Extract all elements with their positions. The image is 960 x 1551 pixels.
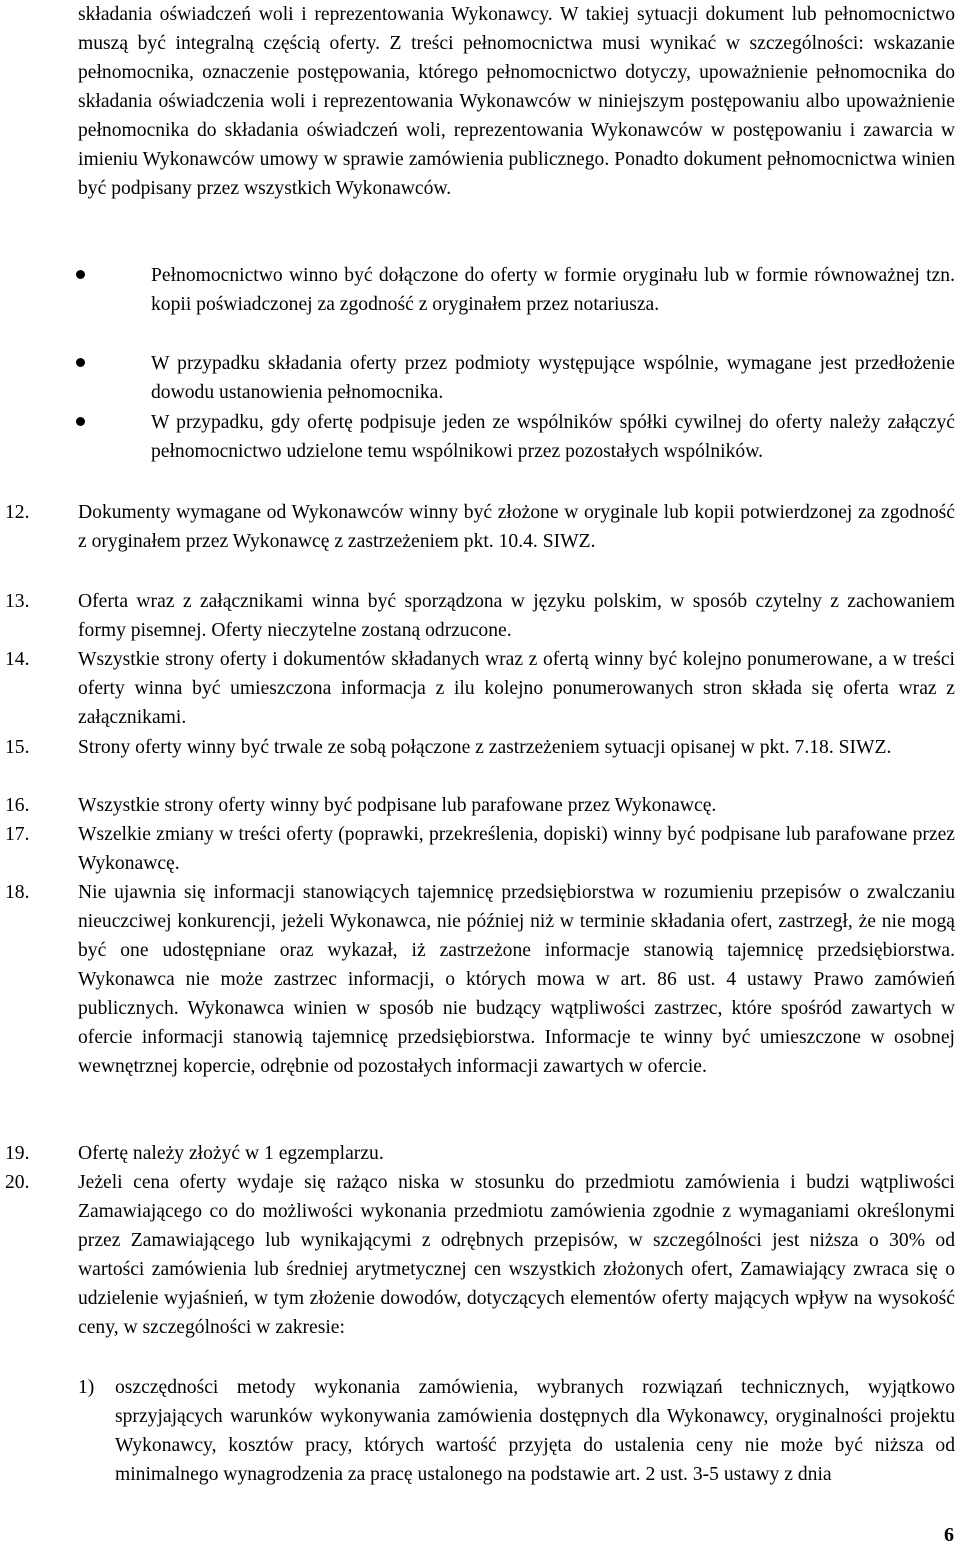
item-text: Jeżeli cena oferty wydaje się rażąco niska w stosunku do przedmiotu zamówienia i budzi wątpliwości Zamawiającego co do możliwości wykonania przedmiotu zamówienia zgodnie z wymaganiami określonymi przez Zamawiającego lub wynikającymi z odrębnych przepisów, w szczególności jest niższa o 30% od wartości zamówienia lub średniej arytmetycznej cen wszystkich złożonych ofert, Zamawiający zwraca się o udzielenie wyjaśnień, w tym złożenie dowodów, dotyczących elementów oferty mających wpływ na wysokość ceny, w szczególności w zakresie: (78, 1172, 955, 1338)
bullet-dot (76, 417, 85, 426)
item-number: 20. (5, 1172, 30, 1193)
bullet-item: W przypadku składania oferty przez podmioty występujące wspólnie, wymagane jest przedłożenie dowodu ustanowienia pełnomocnika. (151, 353, 955, 403)
item-number: 14. (5, 649, 30, 670)
item-number: 16. (5, 795, 30, 816)
item-number: 19. (5, 1143, 30, 1164)
page-number: 6 (944, 1524, 954, 1546)
bullet-item: W przypadku, gdy ofertę podpisuje jeden ze wspólników spółki cywilnej do oferty należy załączyć pełnomocnictwo udzielone temu wspólnikowi przez pozostałych wspólników. (151, 412, 955, 462)
bullet-dot (76, 358, 85, 367)
item-number: 13. (5, 591, 30, 612)
intro-paragraph: składania oświadczeń woli i reprezentowania Wykonawcy. W takiej sytuacji dokument lub pełnomocnictwo muszą być integralną częścią oferty. Z treści pełnomocnictwa musi wynikać w szczególności: wskazanie pełnomocnika, oznaczenie postępowania, którego pełnomocnictwo dotyczy, upoważnienie pełnomocnika do składania oświadczenia woli i reprezentowania Wykonawców w niniejszym postępowaniu albo upoważnienie pełnomocnika do składania oświadczeń woli, reprezentowania Wykonawców w postępowaniu i zawarcia w imieniu Wykonawców umowy w sprawie zamówienia publicznego. Ponadto dokument pełnomocnictwa winien być podpisany przez wszystkich Wykonawców. (78, 4, 955, 199)
bullet-dot (76, 270, 85, 279)
subitem-number: 1) (78, 1377, 95, 1398)
subitem-text: oszczędności metody wykonania zamówienia, wybranych rozwiązań technicznych, wyjątkowo sprzyjających warunków wykonywania zamówienia dostępnych dla Wykonawcy, oryginalności projektu Wykonawcy, kosztów pracy, których wartość przyjęta do ustalenia ceny nie może być niższa od minimalnego wynagrodzenia za pracę ustalonego na podstawie art. 2 ust. 3-5 ustawy z dnia (115, 1377, 955, 1485)
item-text: Wszystkie strony oferty winny być podpisane lub parafowane przez Wykonawcę. (78, 795, 717, 816)
item-number: 15. (5, 737, 30, 758)
item-text: Wszystkie strony oferty i dokumentów składanych wraz z ofertą winny być kolejno ponumerowane, a w treści oferty winna być umieszczona informacja z ilu kolejno ponumerowanych stron składa się oferta wraz z załącznikami. (78, 649, 955, 728)
item-text: Ofertę należy złożyć w 1 egzemplarzu. (78, 1143, 384, 1164)
item-text: Strony oferty winny być trwale ze sobą połączone z zastrzeżeniem sytuacji opisanej w pkt. 7.18. SIWZ. (78, 737, 892, 758)
item-text: Wszelkie zmiany w treści oferty (poprawki, przekreślenia, dopiski) winny być podpisane lub parafowane przez Wykonawcę. (78, 824, 955, 874)
item-number: 18. (5, 882, 30, 903)
bullet-item: Pełnomocnictwo winno być dołączone do oferty w formie oryginału lub w formie równoważnej tzn. kopii poświadczonej za zgodność z oryginałem przez notariusza. (151, 265, 955, 315)
item-text: Oferta wraz z załącznikami winna być sporządzona w języku polskim, w sposób czytelny z zachowaniem formy pisemnej. Oferty nieczytelne zostaną odrzucone. (78, 591, 955, 641)
item-number: 17. (5, 824, 30, 845)
item-text: Nie ujawnia się informacji stanowiących tajemnicę przedsiębiorstwa w rozumieniu przepisów o zwalczaniu nieuczciwej konkurencji, jeżeli Wykonawca, nie później niż w terminie składania ofert, zastrzegł, że nie mogą być one udostępniane oraz wykazał, iż zastrzeżone informacje stanowią tajemnicę przedsiębiorstwa. Wykonawca nie może zastrzec informacji, o których mowa w art. 86 ust. 4 ustawy Prawo zamówień publicznych. Wykonawca winien w sposób nie budzący wątpliwości zastrzec, które spośród zawartych w ofercie informacji stanowią tajemnicę przedsiębiorstwa. Informacje te winny być umieszczone w osobnej wewnętrznej kopercie, odrębnie od pozostałych informacji zawartych w ofercie. (78, 882, 955, 1077)
item-number: 12. (5, 502, 30, 523)
item-text: Dokumenty wymagane od Wykonawców winny być złożone w oryginale lub kopii potwierdzonej za zgodność z oryginałem przez Wykonawcę z zastrzeżeniem pkt. 10.4. SIWZ. (78, 502, 955, 552)
